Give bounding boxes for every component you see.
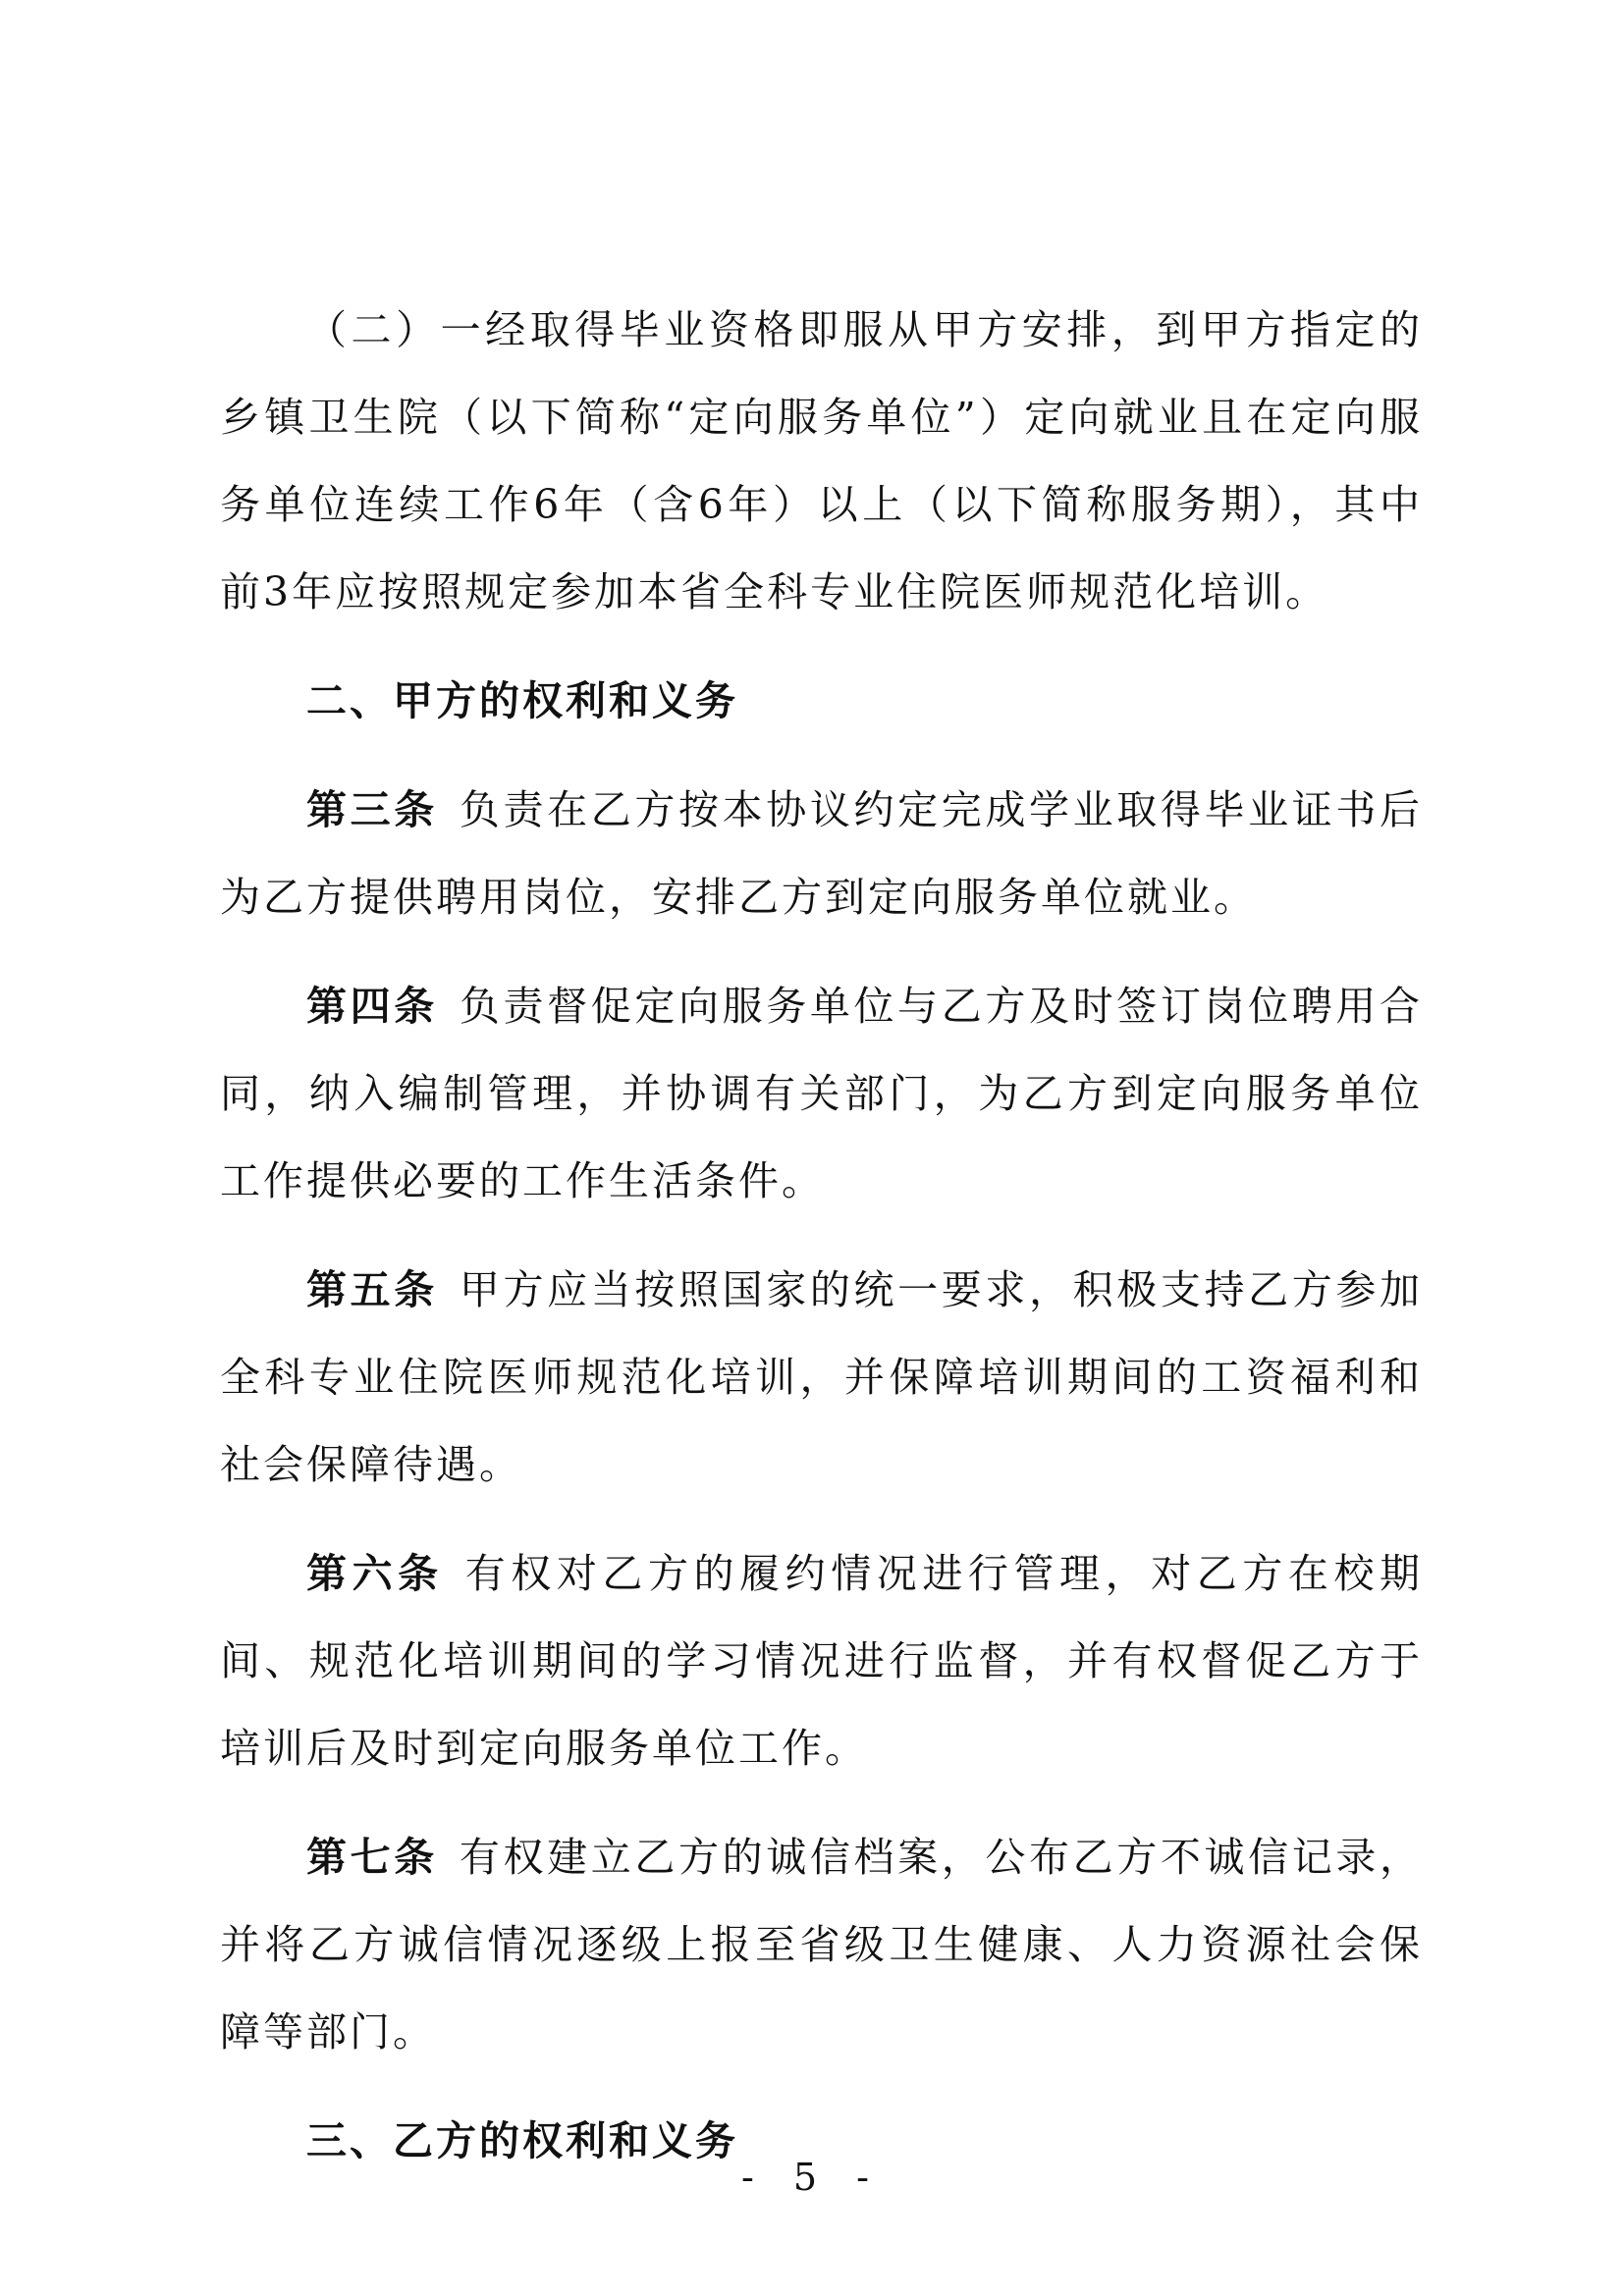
article-4	[220, 963, 1423, 1225]
article-6-text: 有权对乙方的履约情况进行管理，对乙方在校期间、规范化培训期间的学习情况进行监督，并有权督促乙方于培训后及时到定向服务单位工作。	[220, 1550, 1424, 1772]
article-7-text: 有权建立乙方的诚信档案，公布乙方不诚信记录，并将乙方诚信情况逐级上报至省级卫生健康、人力资源社会保障等部门。	[220, 1834, 1423, 2056]
article-7-label: 第七条	[306, 1834, 438, 1881]
article-3-text: 负责在乙方按本协议约定完成学业取得毕业证书后为乙方提供聘用岗位，安排乙方到定向服务单位就业。	[220, 786, 1423, 921]
article-5	[220, 1247, 1423, 1509]
article-4-text: 负责督促定向服务单位与乙方及时签订岗位聘用合同，纳入编制管理，并协调有关部门，为乙方到定向服务单位工作提供必要的工作生活条件。	[220, 983, 1423, 1204]
paragraph-graduation-obligation: （二）一经取得毕业资格即服从甲方安排，到甲方指定的乡镇卫生院（以下简称“定向服务单位”）定向就业且在定向服务单位连续工作6年（含6年）以上（以下简称服务期），其中前3年应按照规定参加本省全科专业住院医师规范化培训。	[220, 306, 1423, 615]
article-3-label: 第三条	[306, 786, 438, 833]
article-5-text: 甲方应当按照国家的统一要求，积极支持乙方参加全科专业住院医师规范化培训，并保障培训期间的工资福利和社会保障待遇。	[220, 1266, 1423, 1488]
article-5-label: 第五条	[306, 1266, 438, 1313]
document-body	[220, 287, 1423, 2185]
page-number: - 5 -	[740, 2156, 883, 2199]
article-3	[220, 767, 1423, 941]
section-heading-party-a: 二、甲方的权利和义务	[306, 677, 738, 724]
article-7	[220, 1814, 1423, 2076]
article-6	[220, 1530, 1423, 1792]
article-4-label: 第四条	[306, 983, 438, 1030]
article-6-label: 第六条	[306, 1550, 444, 1597]
section-heading-party-b: 三、乙方的权利和义务	[306, 2117, 738, 2164]
